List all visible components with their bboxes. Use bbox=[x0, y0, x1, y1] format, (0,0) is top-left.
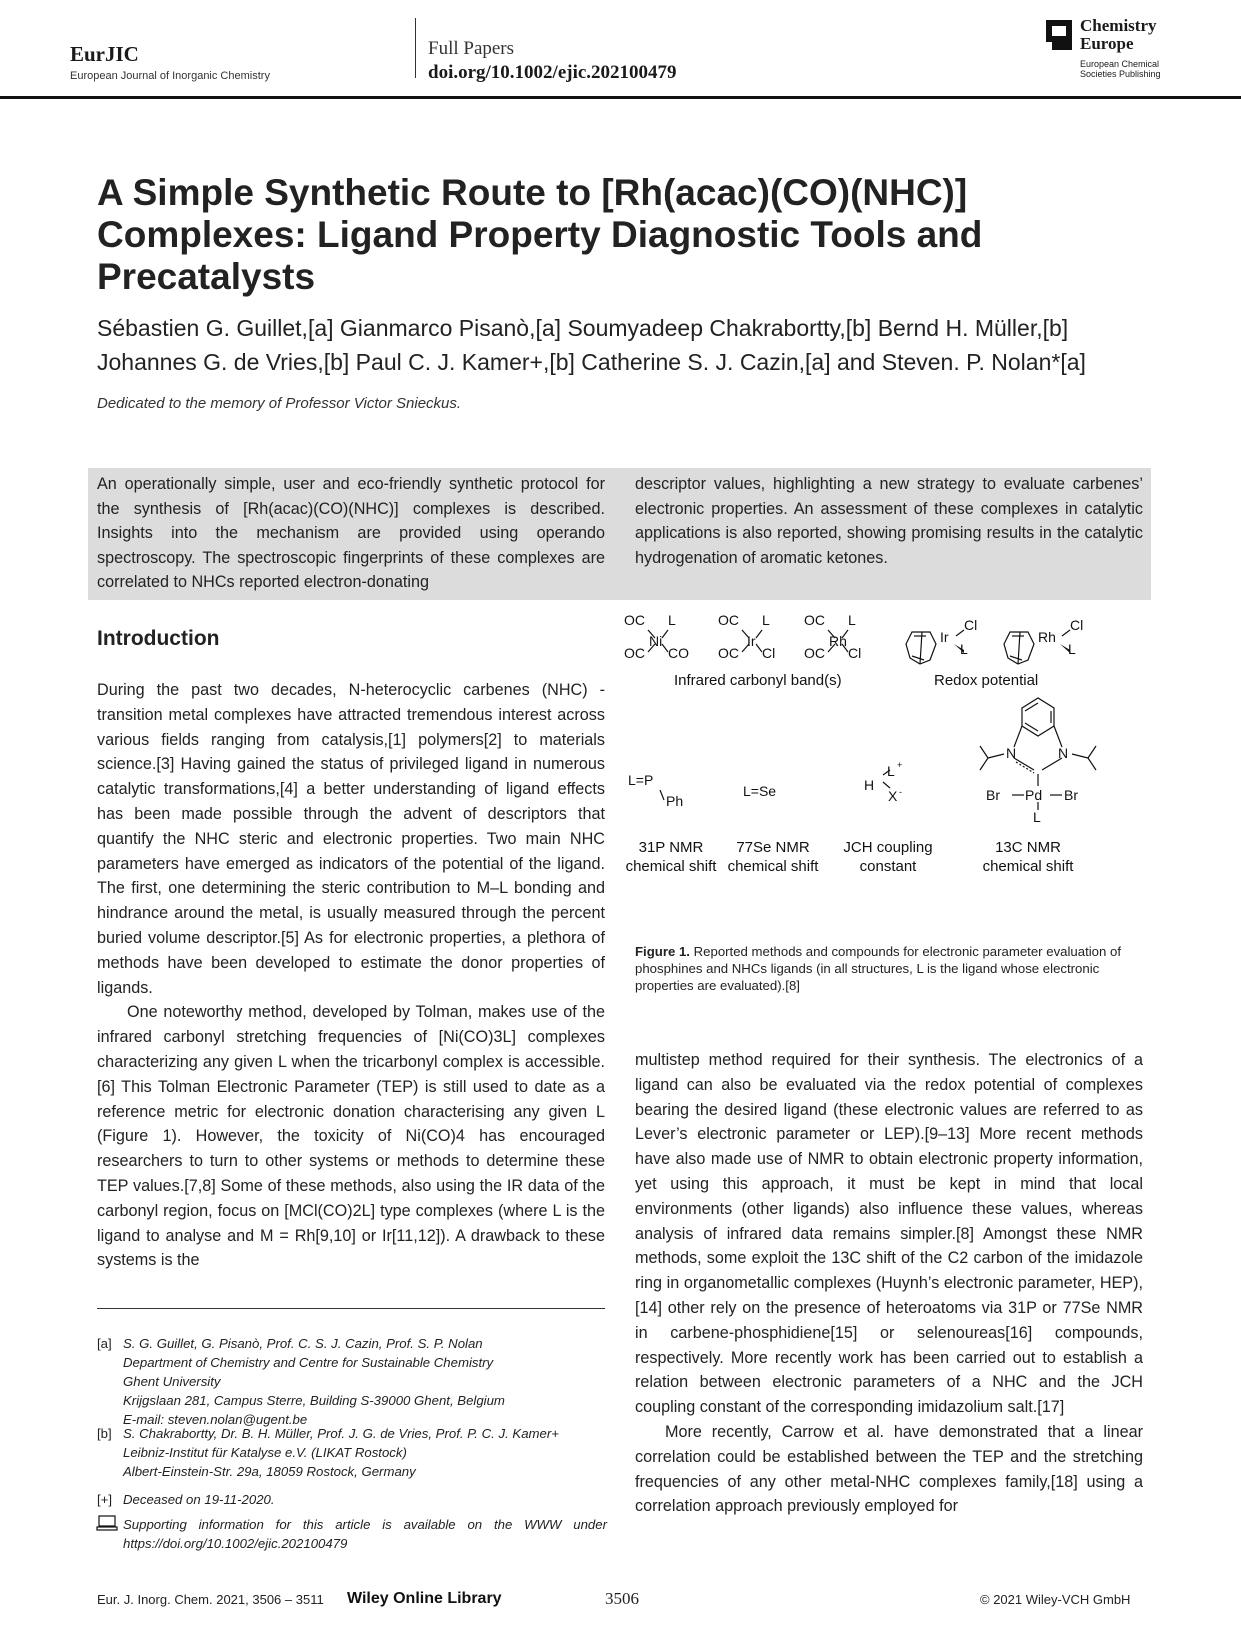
header-divider bbox=[415, 18, 416, 78]
ni-oc2: OC bbox=[624, 645, 645, 661]
cod-rh-l: L bbox=[1068, 641, 1076, 657]
ir-metal: Ir bbox=[747, 633, 756, 649]
caption-text: Reported methods and compounds for electronic parameter evaluation of phosphines and NHCs ligands (in all structures, L is the ligand whose electronic properties are evaluated).[8] bbox=[635, 944, 1122, 993]
label-c-nmr-1: 13C NMR bbox=[995, 839, 1061, 856]
ir-oc1: OC bbox=[718, 612, 739, 628]
header-rule bbox=[0, 96, 1241, 99]
article-section: Full Papers bbox=[428, 38, 515, 59]
label-se-nmr-2: chemical shift bbox=[727, 858, 819, 875]
rh-oc1: OC bbox=[804, 612, 825, 628]
pd-l: L bbox=[1033, 809, 1041, 825]
selenourea-lse: L=Se bbox=[743, 783, 777, 799]
cod-ir-cl: Cl bbox=[964, 617, 978, 633]
footer-page-number: 3506 bbox=[605, 1589, 639, 1608]
label-jch-1: JCH coupling bbox=[843, 839, 933, 856]
author-line-2: Johannes G. de Vries,[b] Paul C. J. Kamer+,[b] Catherine S. J. Cazin,[a] and Steven. P. Nolan*[a] bbox=[97, 349, 1086, 375]
ni-metal: Ni bbox=[649, 633, 663, 649]
journal-full-name: European Journal of Inorganic Chemistry bbox=[70, 70, 270, 82]
footnote-b-line: Leibniz-Institut für Katalyse e.V. (LIKAT Rostock) bbox=[123, 1445, 407, 1460]
footnote-si-text[interactable]: Supporting information for this article is available on the WWW under https://doi.org/10.1002/ejic.202100479 bbox=[123, 1517, 607, 1551]
footnote-a-email[interactable]: E-mail: steven.nolan@ugent.be bbox=[123, 1412, 308, 1427]
rh-metal: Rh bbox=[829, 633, 847, 649]
label-p-nmr-2: chemical shift bbox=[625, 858, 717, 875]
cod-rh-metal: Rh bbox=[1038, 629, 1056, 645]
pd-metal: Pd bbox=[1025, 787, 1043, 803]
publisher-line-2: Europe bbox=[1080, 34, 1134, 53]
ir-l: L bbox=[762, 612, 770, 628]
ni-l: L bbox=[668, 612, 676, 628]
label-p-nmr-1: 31P NMR bbox=[638, 839, 704, 856]
footnote-a-line: Krijgslaan 281, Campus Sterre, Building S-39000 Ghent, Belgium bbox=[123, 1393, 505, 1408]
article-title: A Simple Synthetic Route to [Rh(acac)(CO)(NHC)] Complexes: Ligand Property Diagnostic Tools and Precatalysts bbox=[97, 172, 983, 297]
footnote-b-line: S. Chakrabortty, Dr. B. H. Müller, Prof. J. G. de Vries, Prof. P. C. J. Kamer+ bbox=[123, 1426, 559, 1441]
imidazolium-x: X bbox=[888, 788, 898, 804]
footer-journal-citation: Eur. J. Inorg. Chem. 2021, 3506 – 3511 bbox=[97, 1592, 324, 1607]
pd-n2: N bbox=[1058, 745, 1069, 761]
footnote-rule bbox=[97, 1308, 605, 1309]
journal-abbrev: EurJIC bbox=[70, 42, 139, 66]
abstract-left-column: An operationally simple, user and eco-friendly synthetic protocol for the synthesis of [Rh(acac)(CO)(NHC)] complexes is described. Insights into the mechanism are provided using operando spectroscopy. The spectroscopic fingerprints of these complexes are correlated to NHCs reported electron-donating bbox=[97, 475, 605, 591]
ir-oc2: OC bbox=[718, 645, 739, 661]
ni-co: CO bbox=[668, 645, 689, 661]
abstract-right-column: descriptor values, highlighting a new strategy to evaluate carbenes’ electronic properties. An assessment of these complexes in catalytic applications is also reported, showing promising results in the catalytic hydrogenation of aromatic ketones. bbox=[635, 475, 1143, 567]
right-paragraph-1: multistep method required for their synthesis. The electronics of a ligand can also be evaluated via the redox potential of complexes bearing the desired ligand (these electronic values are referred to as Lever’s electronic parameter or LEP).[9–13] More recent methods have also made use of NMR to obtain electronic property information, yet using this approach, it must be kept in mind that local environments (other ligands) also influence these values, whereas analysis of infrared data remains simpler.[8] Amongst these NMR methods, some exploit the 13C shift of the C2 carbon of the imidazole ring in organometallic complexes (Huynh’s electronic parameter, HEP),[14] other rely on the presence of heteroatoms via 31P or 77Se NMR in carbene-phosphidiene[15] or selenoureas[16] compounds, respectively. More recently work has been carried out to establish a relation between electronic parameters of a NHC and the JCH coupling constant of the corresponding imidazolium salt.[17] bbox=[635, 1051, 1143, 1417]
right-paragraph-2: More recently, Carrow et al. have demonstrated that a linear correlation could be established between the TEP and the stretching frequencies of any other metal-NHC complexes family,[18] using a correlation approach previously employed for bbox=[635, 1422, 1143, 1516]
chemistry-europe-logo-icon bbox=[1046, 20, 1072, 50]
intro-paragraph-1: During the past two decades, N-heterocyclic carbenes (NHC) -transition metal complexes have attracted tremendous interest across various fields ranging from catalysis,[1] polymers[2] to materials science.[3] Having gained the status of privileged ligand in numerous catalytic transformations,[4] a better understanding of ligand effects has been made possible through the advent of descriptors that quantify the NHC steric and electronic properties. Two main NHC parameters have emerged as indicators of the potential of the ligand. The first, one determining the steric contribution to M–L bonding and hindrance around the metal, is usually measured through the percent buried volume descriptor.[5] As for electronic properties, a plethora of methods have been developed to estimate the donor properties of ligands. bbox=[97, 681, 605, 997]
cod-rh-cl: Cl bbox=[1070, 617, 1084, 633]
ir-cl: Cl bbox=[762, 645, 776, 661]
intro-paragraph-2: One noteworthy method, developed by Tolman, makes use of the infrared carbonyl stretching frequencies of [Ni(CO)3L] complexes characterizing any given L when the tricarbonyl complex is accessible.[6] This Tolman Electronic Parameter (TEP) is still used to date as a reference metric for electronic donation characterising any given L (Figure 1). However, the toxicity of Ni(CO)4 has encouraged researchers to turn to other systems or methods to determine these TEP values.[7,8] Some of these methods, also using the IR data of the carbonyl region, focus on [MCl(CO)2L] type complexes (where L is the ligand to analyse and M = Rh[9,10] or Ir[11,12]). A drawback to these systems is the bbox=[97, 1003, 605, 1270]
publisher-line-1: Chemistry bbox=[1080, 16, 1157, 35]
caption-label: Figure 1. bbox=[635, 944, 690, 959]
dedication: Dedicated to the memory of Professor Victor Snieckus. bbox=[97, 395, 462, 412]
publisher-sub-line-2: Societies Publishing bbox=[1080, 69, 1161, 79]
label-redox-potential: Redox potential bbox=[934, 672, 1039, 689]
publisher-sub-line-1: European Chemical bbox=[1080, 59, 1160, 69]
phosphinidene-lp: L=P bbox=[628, 772, 654, 788]
pd-n1: N bbox=[1006, 745, 1017, 761]
imidazolium-l: L bbox=[887, 763, 895, 779]
left-column-body bbox=[97, 678, 605, 1273]
rh-cl: Cl bbox=[848, 645, 862, 661]
footnote-a-line: Department of Chemistry and Centre for Sustainable Chemistry bbox=[123, 1355, 494, 1370]
label-ir-carbonyl-band: Infrared carbonyl band(s) bbox=[674, 672, 842, 689]
author-line-1: Sébastien G. Guillet,[a] Gianmarco Pisanò,[a] Soumyadeep Chakrabortty,[b] Bernd H. Müller,[b] bbox=[97, 315, 1069, 341]
figure-caption bbox=[635, 943, 1143, 994]
cod-ir-l: L bbox=[960, 641, 968, 657]
figure-1 bbox=[624, 612, 1150, 920]
rh-oc2: OC bbox=[804, 645, 825, 661]
imidazolium-h: H bbox=[864, 777, 875, 793]
article-doi[interactable]: doi.org/10.1002/ejic.202100479 bbox=[428, 62, 677, 83]
pd-br2: Br bbox=[1064, 787, 1078, 803]
phosphinidene-ph: Ph bbox=[666, 793, 684, 809]
pd-br1: Br bbox=[986, 787, 1000, 803]
computer-icon bbox=[97, 1515, 117, 1531]
footnote-dagger-label: [+] bbox=[97, 1492, 113, 1507]
imidazolium-plus: + bbox=[897, 760, 903, 770]
cod-ir-metal: Ir bbox=[940, 629, 949, 645]
label-c-nmr-2: chemical shift bbox=[982, 858, 1074, 875]
ni-oc1: OC bbox=[624, 612, 645, 628]
introduction-heading: Introduction bbox=[97, 627, 220, 650]
footnote-a-line: S. G. Guillet, G. Pisanò, Prof. C. S. J. Cazin, Prof. S. P. Nolan bbox=[123, 1336, 483, 1351]
footnote-b-line: Albert-Einstein-Str. 29a, 18059 Rostock, Germany bbox=[123, 1464, 416, 1479]
label-se-nmr-1: 77Se NMR bbox=[736, 839, 810, 856]
imidazolium-minus: - bbox=[899, 787, 902, 797]
footnote-dagger-text: Deceased on 19-11-2020. bbox=[123, 1492, 275, 1507]
footnote-a-label: [a] bbox=[97, 1336, 112, 1351]
publisher-name bbox=[1080, 17, 1156, 53]
label-jch-2: constant bbox=[859, 858, 917, 875]
footnote-a-line: Ghent University bbox=[123, 1374, 221, 1389]
footnote-b-label: [b] bbox=[97, 1426, 112, 1441]
rh-l: L bbox=[848, 612, 856, 628]
footer-wiley-online-library[interactable]: Wiley Online Library bbox=[347, 1590, 502, 1607]
footer-copyright: © 2021 Wiley-VCH GmbH bbox=[980, 1592, 1131, 1607]
author-list bbox=[97, 311, 1197, 379]
publisher-subtitle bbox=[1080, 59, 1161, 79]
right-column-body bbox=[635, 1048, 1143, 1519]
